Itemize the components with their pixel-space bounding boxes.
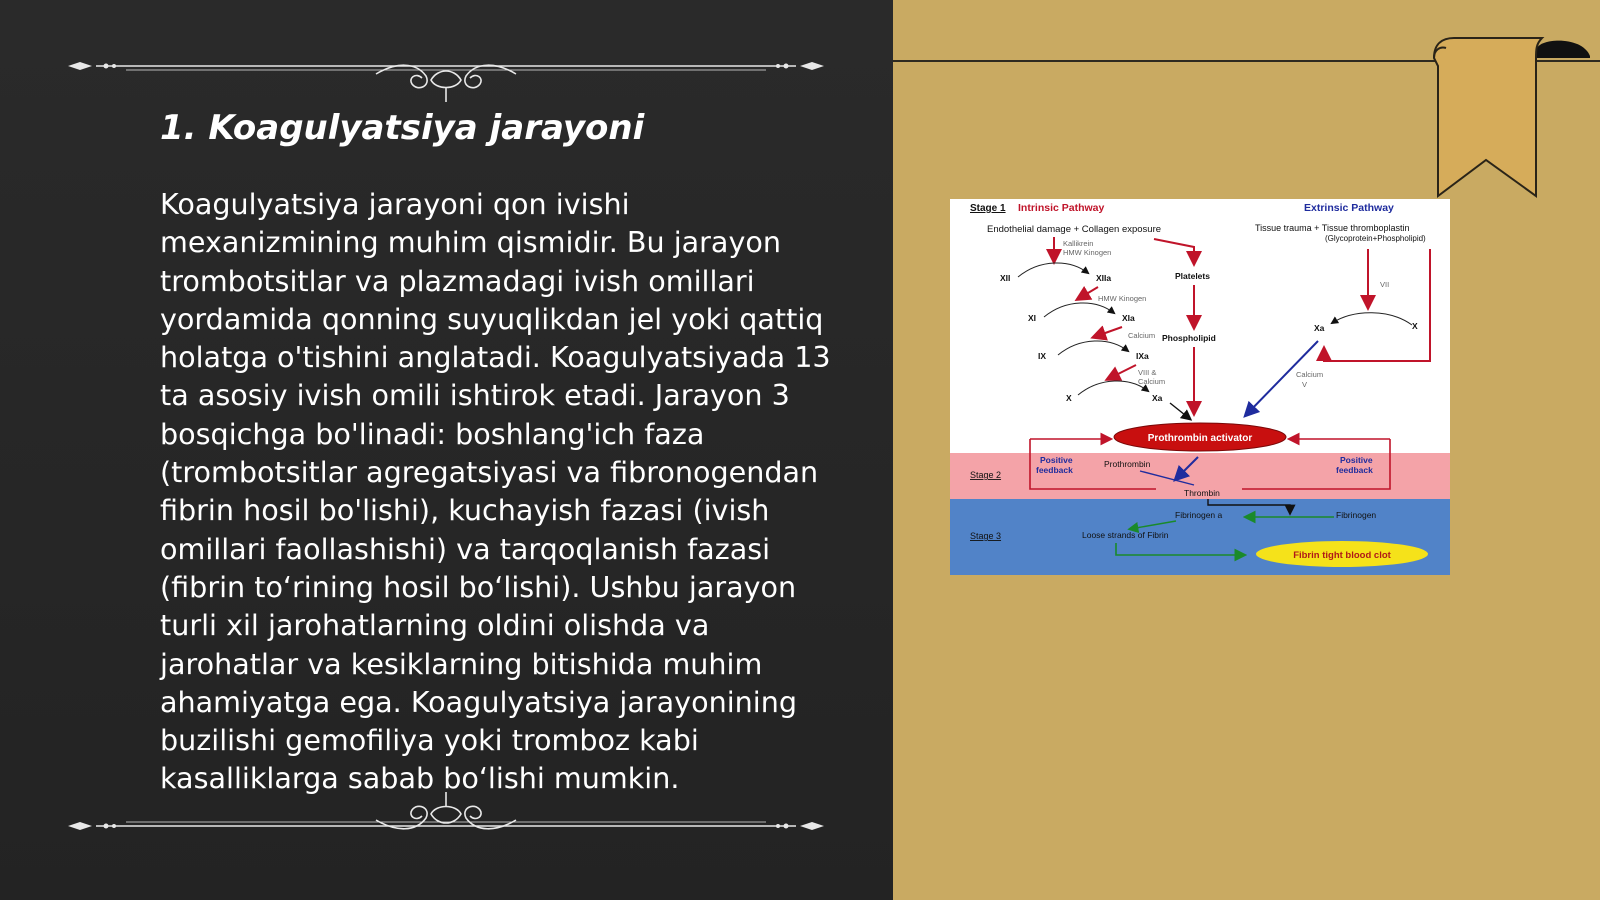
slide-body-text: Koagulyatsiya jarayoni qon ivishi mexanizmining muhim qismidir. Bu jarayon trombotsitlar va plazmadagi ivish omillari yordamida qonning suyuqlikdan jel yoki qattiq holatga o'tishini anglatadi. Koagulyatsiyada 13 ta asosiy ivish omili ishtirok etadi. Jarayon 3 bosqichga bo'linadi: boshlang'ich faza (trombotsitlar agregatsiyasi va fibronogendan fibrin hosil bo'lishi), kuchayish fazasi (ivish omillari faollashishi) va tarqoqlanish fazasi (fibrin to‘rining hosil bo‘lishi). Ushbu jarayon turli xil jarohatlarning oldini olishda va jarohatlar va kesiklarning bitishida muhim ahamiyatga ega. Koagulyatsiya jarayonining buzilishi gemofiliya yoki tromboz kabi kasalliklarga sabab bo‘lishi mumkin. [160,187,831,796]
intrinsic-pathway-title: Intrinsic Pathway [1018,202,1105,214]
coagulation-cascade-diagram [950,199,1450,575]
slide-title: 1. Koagulyatsiya jarayoni [160,108,645,148]
glycoprotein-label: (Glycoprotein+Phospholipid) [1325,234,1426,243]
positive-feedback-left-line2: feedback [1036,465,1073,475]
factor-v-label: V [1302,380,1308,389]
positive-feedback-right-line2: feedback [1336,465,1373,475]
prothrombin-label: Prothrombin [1104,459,1151,469]
factor-xi-label: XI [1028,313,1037,323]
calcium-label: Calcium [1128,331,1156,340]
factor-x-left-label: X [1066,393,1072,403]
factor-ix-label: IX [1038,351,1047,361]
hmw-kinogen-label: HMW Kinogen [1063,248,1112,257]
factor-vii-label: VII [1380,280,1390,289]
factor-xa-right-label: Xa [1314,323,1325,333]
positive-feedback-right-line1: Positive [1340,455,1373,465]
factor-ixa-label: IXa [1136,351,1149,361]
bookmark-ribbon-icon [1432,36,1600,204]
endothelial-damage-label: Endothelial damage + Collagen exposure [987,224,1162,235]
loose-strands-label: Loose strands of Fibrin [1082,530,1169,540]
factor-xa-left-label: Xa [1152,393,1163,403]
extrinsic-pathway-title: Extrinsic Pathway [1304,202,1394,214]
phospholipid-label: Phospholipid [1162,333,1216,343]
hmw-kinogen2-label: HMW Kinogen [1098,294,1147,303]
viii-calcium-label: VIII & [1138,368,1157,377]
calcium-right-label: Calcium [1296,370,1324,379]
prothrombin-activator-label: Prothrombin activator [1147,433,1253,444]
thrombin-label: Thrombin [1184,488,1220,498]
factor-xiia-label: XIIa [1096,273,1112,283]
tissue-trauma-label: Tissue trauma + Tissue thromboplastin [1255,223,1410,233]
stage1-label: Stage 1 [970,203,1006,214]
bottom-ornament-divider [66,790,826,842]
stage3-label: Stage 3 [970,531,1002,541]
kallikrein-label: Kallikrein [1063,239,1094,248]
factor-xia-label: XIa [1122,313,1135,323]
factor-xii-label: XII [1000,273,1011,283]
stage2-label: Stage 2 [970,470,1002,480]
calcium2-label: Calcium [1138,377,1166,386]
platelets-label: Platelets [1175,271,1210,281]
fibrinogen-label: Fibrinogen [1336,510,1377,520]
positive-feedback-left-line1: Positive [1040,455,1073,465]
fibrinogen-a-label: Fibrinogen a [1175,510,1223,520]
factor-x-right-label: X [1412,321,1418,331]
fibrin-clot-label: Fibrin tight blood clot [1293,550,1391,561]
top-ornament-divider [66,52,826,104]
